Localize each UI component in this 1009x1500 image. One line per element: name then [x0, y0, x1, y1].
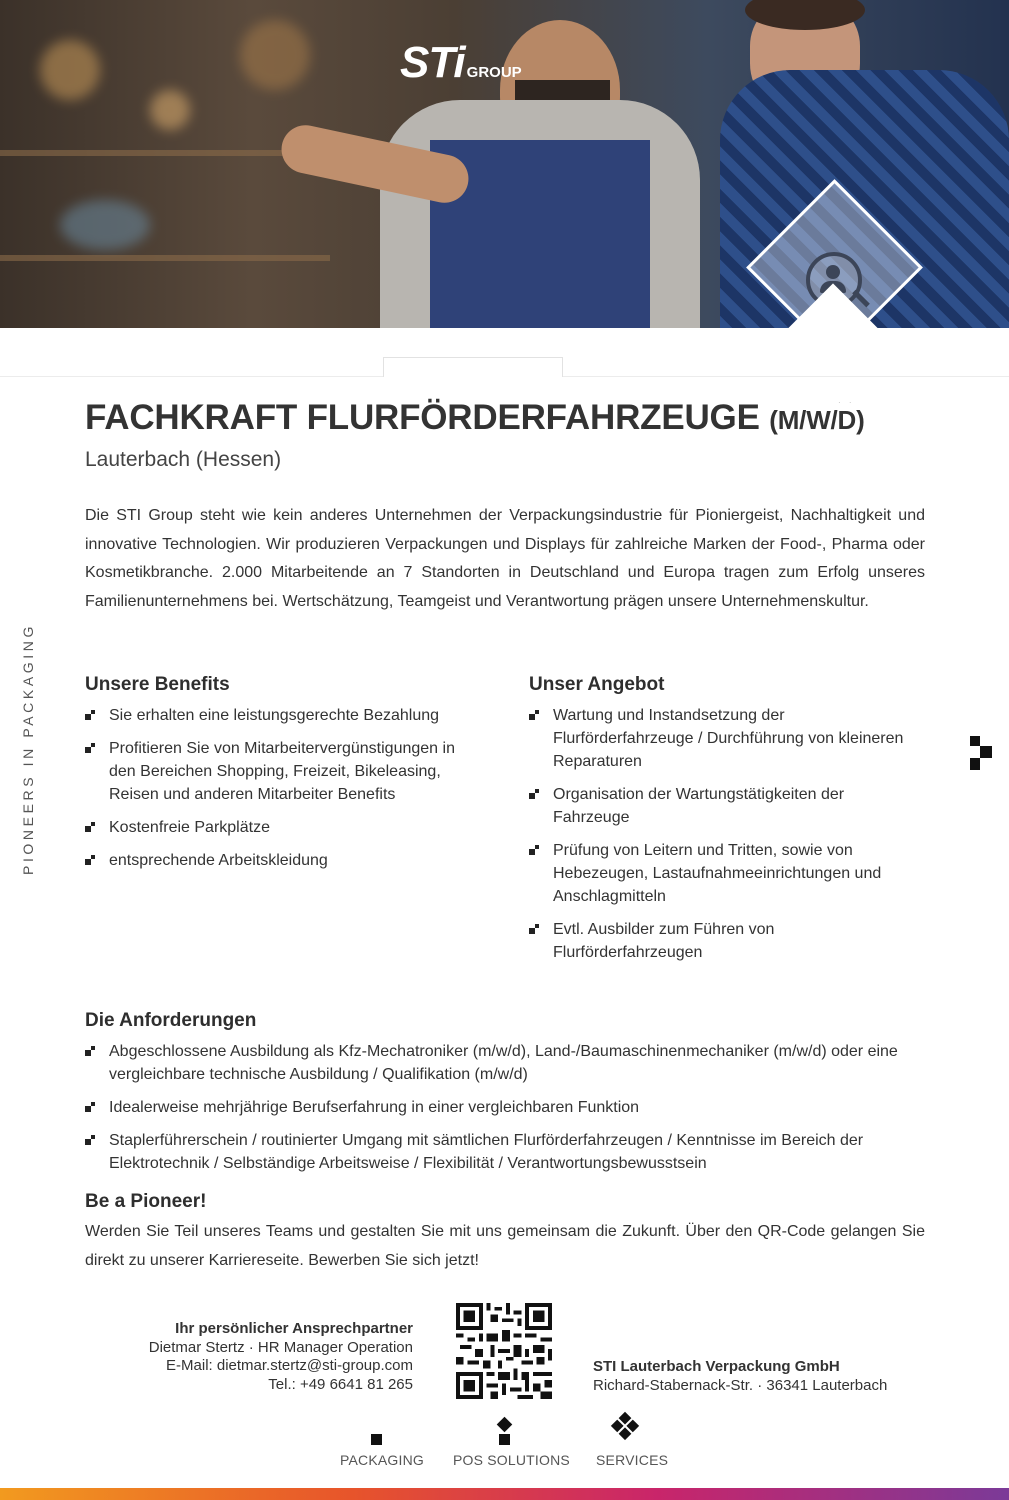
bullet-icon: [85, 822, 96, 833]
brand-gradient-bar: [0, 1488, 1009, 1500]
sti-group-logo: STi GROUP: [400, 38, 522, 87]
bullet-icon: [85, 710, 96, 721]
qr-code-icon[interactable]: [456, 1303, 552, 1399]
list-item: Evtl. Ausbilder zum Führen von Flurförderfahrzeugen: [529, 918, 924, 964]
bullet-icon: [85, 1135, 96, 1146]
offer-heading: Unser Angebot: [529, 674, 665, 695]
bullet-icon: [529, 789, 540, 800]
contact-email[interactable]: E-Mail: dietmar.stertz@sti-group.com: [166, 1357, 413, 1374]
company-name: STI Lauterbach Verpackung GmbH: [593, 1358, 840, 1375]
user-search-icon-head: [826, 265, 840, 279]
list-item: Abgeschlossene Ausbildung als Kfz-Mechatroniker (m/w/d), Land-/Baumaschinenmechaniker (m/w/d) oder eine vergleichbare technische Ausbildung / Qualifikation (m/w/d): [85, 1040, 915, 1086]
card-tab: [383, 357, 563, 377]
list-item: Kostenfreie Parkplätze: [85, 816, 485, 839]
hero-photo: [0, 0, 1009, 328]
pioneer-paragraph: Werden Sie Teil unseres Teams und gestalten Sie mit uns gemeinsam die Zukunft. Über den QR-Code gelangen Sie direkt zu unserer Karriereseite. Bewerben Sie sich jetzt!: [85, 1223, 925, 1269]
intro-paragraph: Die STI Group steht wie kein anderes Unternehmen der Verpackungsindustrie für Pioniergeist, Nachhaltigkeit und innovative Technologien. Wir produzieren Verpackungen und Displays für zahlreiche Marken der Food-, Pharma oder Kosmetikbranche. 2.000 Mitarbeitende an 7 Standorten in Deutschland und Europa tragen zum Erfolg unseres Familienunternehmens bei. Wertschätzung, Teamgeist und Verantwortung prägen unsere Unternehmenskultur.: [85, 507, 925, 610]
job-title: FACHKRAFT FLURFÖRDERFAHRZEUGE (M/W/D): [85, 398, 865, 437]
side-label: PIONEERS IN PACKAGING: [20, 623, 36, 875]
bullet-icon: [85, 743, 96, 754]
benefits-list: [85, 704, 485, 882]
list-item: Idealerweise mehrjährige Berufserfahrung in einer vergleichbaren Funktion: [85, 1096, 915, 1119]
side-marker-icon: [970, 736, 992, 770]
list-item: Wartung und Instandsetzung der Flurförderfahrzeuge / Durchführung von kleineren Reparaturen: [529, 704, 924, 773]
bullet-icon: [529, 845, 540, 856]
requirements-list: [85, 1040, 915, 1185]
bullet-icon: [85, 1046, 96, 1057]
contact-block: [100, 1320, 413, 1394]
square-icon: [371, 1434, 382, 1445]
contact-heading: Ihr persönlicher Ansprechpartner: [175, 1320, 413, 1337]
list-item: Profitieren Sie von Mitarbeitervergünstigungen in den Bereichen Shopping, Freizeit, Bikeleasing, Reisen und anderen Mitarbeiter Benefits: [85, 737, 485, 806]
contact-phone[interactable]: Tel.: +49 6641 81 265: [268, 1375, 413, 1393]
bullet-icon: [529, 710, 540, 721]
list-item: entsprechende Arbeitskleidung: [85, 849, 485, 872]
diamond-cluster-icon: [604, 1412, 646, 1454]
offer-list: [529, 704, 924, 974]
requirements-heading: Die Anforderungen: [85, 1010, 257, 1031]
list-item: Organisation der Wartungstätigkeiten der Fahrzeuge: [529, 783, 924, 829]
footer-label-services: SERVICES: [596, 1452, 669, 1468]
decorative-dots: · ·: [838, 398, 855, 407]
list-item: Prüfung von Leitern und Tritten, sowie von Hebezeugen, Lastaufnahmeeinrichtungen und Anschlagmitteln: [529, 839, 924, 908]
bullet-icon: [85, 1102, 96, 1113]
benefits-heading: Unsere Benefits: [85, 674, 230, 695]
bullet-icon: [529, 924, 540, 935]
stacked-diamond-icon: [497, 1418, 513, 1446]
list-item: Staplerführerschein / routinierter Umgang mit sämtlichen Flurförderfahrzeugen / Kenntnisse im Bereich der Elektrotechnik / Selbständige Arbeitsweise / Flexibilität / Verantwortungsbewusstsein: [85, 1129, 915, 1175]
footer-label-pos-solutions: POS SOLUTIONS: [453, 1452, 570, 1468]
company-block: [593, 1357, 887, 1395]
company-address: Richard-Stabernack-Str. · 36341 Lauterbach: [593, 1377, 888, 1394]
job-location: Lauterbach (Hessen): [85, 448, 282, 471]
contact-name-role: Dietmar Stertz · HR Manager Operation: [148, 1338, 413, 1356]
bullet-icon: [85, 855, 96, 866]
footer-label-packaging: PACKAGING: [340, 1452, 425, 1468]
list-item: Sie erhalten eine leistungsgerechte Bezahlung: [85, 704, 485, 727]
pioneer-heading: Be a Pioneer!: [85, 1191, 207, 1212]
